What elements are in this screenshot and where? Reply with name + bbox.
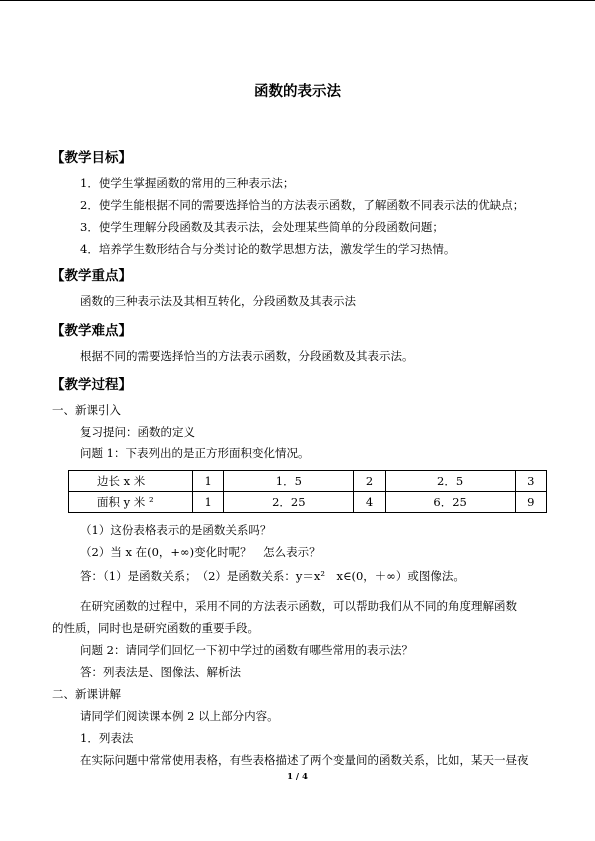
key-points-text: 函数的三种表示法及其相互转化，分段函数及其表示法 xyxy=(80,294,356,308)
section-heading: 一、新课引入 xyxy=(52,403,121,417)
paragraph-line: 的性质，同时也是研究函数的重要手段。 xyxy=(52,621,259,635)
answer-2: 答：列表法是、图像法、解析法 xyxy=(80,665,241,679)
square-area-table xyxy=(68,470,547,513)
objective-item: 1．使学生掌握函数的常用的三种表示法； xyxy=(80,176,295,190)
sub-question-2: （2）当 x 在(0，+∞)变化时呢？ 怎么表示？ xyxy=(80,545,321,559)
question-2: 问题 2：请同学们回忆一下初中学过的函数有哪些常用的表示法？ xyxy=(80,643,413,657)
table-cell: 2 xyxy=(354,471,385,492)
objective-item: 4．培养学生数形结合与分类讨论的数学思想方法，激发学生的学习热情。 xyxy=(80,242,456,256)
top-rule xyxy=(0,0,595,1)
heading-difficulties: 【教学难点】 xyxy=(51,323,132,339)
row-label: 边长 x 米 xyxy=(69,471,193,492)
review-question: 复习提问：函数的定义 xyxy=(80,425,195,439)
table-cell: 1 xyxy=(193,492,224,513)
table-cell: 1．5 xyxy=(224,471,354,492)
page-number: 1 / 4 xyxy=(287,772,308,782)
table-cell: 4 xyxy=(354,492,385,513)
table-cell: 2．25 xyxy=(224,492,354,513)
table-cell: 6．25 xyxy=(385,492,515,513)
table-cell: 3 xyxy=(515,471,546,492)
table-cell: 2．5 xyxy=(385,471,515,492)
heading-process: 【教学过程】 xyxy=(51,377,132,393)
heading-objectives: 【教学目标】 xyxy=(51,150,132,166)
paragraph-line: 在研究函数的过程中，采用不同的方法表示函数，可以帮助我们从不同的角度理解函数 xyxy=(80,599,517,613)
objective-item: 2．使学生能根据不同的需要选择恰当的方法表示函数，了解函数不同表示法的优缺点； xyxy=(80,198,525,212)
section-heading: 二、新课讲解 xyxy=(52,687,121,701)
page-title: 函数的表示法 xyxy=(254,84,341,100)
heading-key-points: 【教学重点】 xyxy=(51,268,132,284)
difficulties-text: 根据不同的需要选择恰当的方法表示函数，分段函数及其表示法。 xyxy=(80,349,414,363)
sub-question-1: （1）这份表格表示的是函数关系吗？ xyxy=(80,523,272,537)
objective-item: 3．使学生理解分段函数及其表示法，会处理某些简单的分段函数问题； xyxy=(80,220,444,234)
reading-instruction: 请同学们阅读课本例 2 以上部分内容。 xyxy=(80,709,279,723)
table-cell: 9 xyxy=(515,492,546,513)
row-label: 面积 y 米 ² xyxy=(69,492,193,513)
table-row xyxy=(69,471,547,492)
question-1: 问题 1：下表列出的是正方形面积变化情况。 xyxy=(80,446,310,460)
table-row xyxy=(69,492,547,513)
paragraph-line: 在实际问题中常常使用表格，有些表格描述了两个变量间的函数关系，比如，某天一昼夜 xyxy=(80,753,529,767)
answer-1: 答：（1）是函数关系； （2）是函数关系：y＝x² x∈(0，＋∞）或图像法。 xyxy=(80,569,465,583)
item-heading: 1．列表法 xyxy=(80,731,134,745)
table-cell: 1 xyxy=(193,471,224,492)
